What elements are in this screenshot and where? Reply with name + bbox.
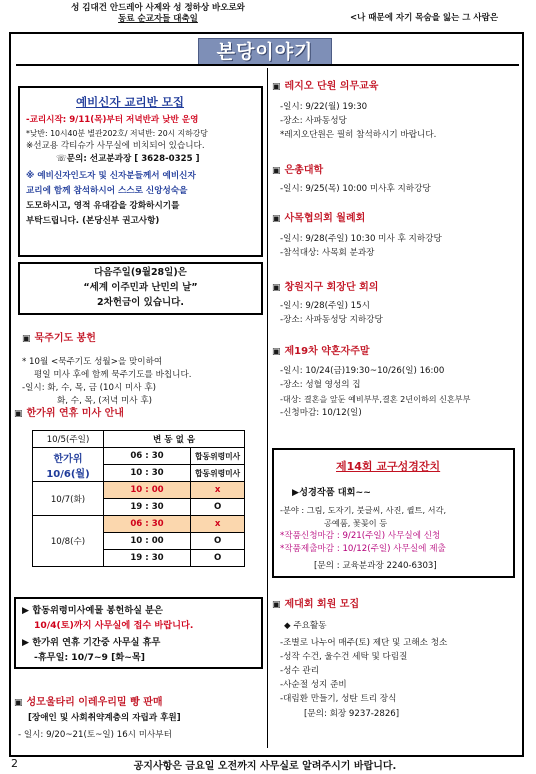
square-bullet-icon: ▣	[272, 166, 281, 176]
legio-line: -일시: 9/22(월) 19:30	[280, 102, 368, 112]
table-row	[33, 431, 245, 448]
table-cell: 변 동 없 음	[104, 431, 245, 448]
legio-heading: ▣ 레지오 단원 의무교육	[272, 81, 379, 92]
square-bullet-icon: ▣	[272, 283, 281, 293]
engaged-weekend-line: -장소: 성혈 영성의 집	[280, 380, 361, 390]
legio-line: *레지오단원은 필히 참석하시기 바랍니다.	[280, 130, 437, 140]
office-notice-line: 10/4(토)까지 사무실에 접수 바랍니다.	[34, 620, 194, 631]
table-cell: 06 : 30	[104, 448, 191, 465]
header-quote: <나 때문에 자기 목숨을 잃는 그 사람은	[350, 13, 499, 23]
second-collection-line: “세계 이주민과 난민의 날”	[83, 282, 198, 293]
bread-sale-line: - 일시: 9/20~21(토~일) 16시 미사부터	[18, 730, 172, 740]
altar-society-line: -성수 관리	[280, 666, 320, 676]
catechism-line: *낮반: 10시40분 별관202호/ 저녁반: 20시 지하강당	[26, 129, 208, 138]
square-bullet-icon: ▣	[272, 82, 281, 92]
page-title: 본당이야기	[198, 38, 332, 66]
rosary-line: 화, 수, 목, (저녁 미사 후)	[57, 396, 152, 406]
district-meeting-heading: ▣ 창원지구 회장단 회의	[272, 282, 379, 293]
table-cell: 10/5(주일)	[33, 431, 104, 448]
district-meeting-line: -일시: 9/28(주일) 15시	[280, 301, 370, 311]
footer-notice: 공지사항은 금요일 오전까지 사무실로 알려주시기 바랍니다.	[133, 761, 397, 772]
table-cell: O	[191, 533, 245, 550]
table-cell: 10 : 00	[104, 533, 191, 550]
catechism-line: ※ 예비신자인도자 및 신자분들께서 예비신자	[26, 171, 196, 181]
pastoral-council-line: -일시: 9/28(주일) 10:30 미사 후 지하강당	[280, 234, 442, 244]
rosary-line: 평일 미사 후에 함께 묵주기도를 바칩니다.	[34, 370, 192, 380]
catechism-line: -교리시작: 9/11(목)부터 저녁반과 낮반 운영	[26, 115, 199, 125]
chuseok-heading: ▣ 한가위 연휴 미사 안내	[14, 408, 124, 419]
office-notice-box	[14, 597, 263, 669]
second-collection-line: 2차헌금이 있습니다.	[97, 297, 184, 308]
office-notice-line: -휴무일: 10/7~9 [화~목]	[34, 652, 145, 663]
bible-festival-box	[272, 448, 515, 578]
rosary-line: -일시: 화, 수, 목, 금 (10시 미사 후)	[22, 383, 156, 393]
header-feast-line2: 동료 순교자들 대축일	[118, 14, 198, 24]
engaged-weekend-line: -대상: 결혼을 앞둔 예비부부,결혼 2년이하의 신혼부부	[280, 394, 471, 404]
altar-society-heading: ▣ 제대회 회원 모집	[272, 599, 360, 610]
square-bullet-icon: ▣	[272, 347, 281, 357]
bible-festival-sub: ▶성경작품 대회~~	[292, 487, 371, 498]
table-cell: x	[191, 516, 245, 533]
legio-line: -장소: 사파동성당	[280, 116, 347, 126]
table-cell: 10/8(수)	[33, 516, 104, 567]
district-meeting-line: -장소: 사파동성당 지하강당	[280, 315, 383, 325]
square-bullet-icon: ▣	[14, 409, 23, 419]
second-collection-box	[18, 262, 263, 315]
table-cell: O	[191, 499, 245, 516]
table-row	[33, 448, 245, 465]
grace-college-heading: ▣ 은총대학	[272, 165, 324, 176]
square-bullet-icon: ▣	[272, 214, 281, 224]
office-notice-line: ▶ 합동위령미사예물 봉헌하실 분은	[22, 605, 163, 616]
pastoral-council-heading: ▣ 사목협의회 월례회	[272, 213, 366, 224]
square-bullet-icon: ▣	[272, 600, 281, 610]
bread-sale-line: [장애인 및 사회취약계층의 자립과 후원]	[28, 713, 181, 723]
catechism-box	[18, 86, 263, 257]
altar-society-sub: ◆ 주요활동	[284, 621, 327, 631]
catechism-line: 도모하시고, 영적 유대감을 강화하시기를	[26, 201, 180, 211]
grace-college-line: -일시: 9/25(목) 10:00 미사후 지하강당	[280, 184, 431, 194]
table-cell: 10 : 30	[104, 465, 191, 482]
engaged-weekend-line: -일시: 10/24(금)19:30~10/26(일) 16:00	[280, 366, 445, 376]
square-bullet-icon: ▣	[22, 334, 31, 344]
header-feast-line1: 성 김대건 안드레아 사제와 성 정하상 바오로와	[71, 3, 245, 13]
bible-festival-line: 공예품, 꽃꽂이 등	[324, 518, 388, 528]
bible-festival-title: 제14회 교구성경잔치	[336, 460, 441, 473]
rosary-heading: ▣ 묵주기도 봉헌	[22, 333, 96, 344]
table-cell: 06 : 30	[104, 516, 191, 533]
table-cell: 한가위 10/6(월)	[33, 448, 104, 482]
table-cell: 합동위령미사	[191, 448, 245, 465]
altar-society-line: -조별로 나누어 매주(토) 제단 및 고해소 청소	[280, 638, 448, 648]
catechism-line: 교리에 함께 참석하시어 스스로 신앙성숙을	[26, 186, 188, 196]
table-cell: x	[191, 482, 245, 499]
chuseok-mass-table	[32, 430, 245, 567]
engaged-weekend-heading: ▣ 제19차 약혼자주말	[272, 346, 370, 357]
bible-festival-line: *작품제출마감 : 10/12(주일) 사무실에 제출	[280, 544, 446, 554]
table-cell: 10 : 00	[104, 482, 191, 499]
bible-festival-contact: [문의 : 교육분과장 2240-6303]	[314, 561, 437, 571]
table-cell: 합동위령미사	[191, 465, 245, 482]
square-bullet-icon: ▣	[14, 698, 23, 708]
table-row	[33, 482, 245, 499]
page-number: 2	[11, 757, 18, 770]
table-cell: 19 : 30	[104, 550, 191, 567]
rosary-line: * 10월 <묵주기도 성월>을 맞이하여	[22, 357, 163, 367]
catechism-line: 부탁드립니다. (본당신부 권고사항)	[26, 216, 160, 226]
catechism-line: ※선교용 각티슈가 사무실에 비치되어 있습니다.	[26, 141, 205, 151]
second-collection-line: 다음주일(9월28일)은	[94, 267, 187, 278]
altar-society-line: -대림환 만들기, 성탄 트리 장식	[280, 694, 397, 704]
bread-sale-heading: ▣ 성모울타리 이레우리밀 빵 판매	[14, 697, 163, 708]
table-cell: 19 : 30	[104, 499, 191, 516]
bible-festival-line: -분야 : 그림, 도자기, 붓글씨, 사진, 퀼트, 서각,	[280, 505, 447, 515]
table-cell: O	[191, 550, 245, 567]
catechism-contact: ☏문의: 선교분과장 [ 3628-0325 ]	[56, 154, 200, 164]
pastoral-council-line: -참석대상: 사목회 분과장	[280, 248, 375, 258]
table-cell: 10/7(화)	[33, 482, 104, 516]
catechism-title: 예비신자 교리반 모집	[76, 95, 184, 109]
engaged-weekend-line: -신청마감: 10/12(일)	[280, 408, 362, 418]
column-divider	[267, 68, 268, 748]
altar-society-line: -사순절 성지 준비	[280, 680, 347, 690]
bible-festival-line: *작품신청마감 : 9/21(주일) 사무실에 신청	[280, 531, 441, 541]
office-notice-line: ▶ 한가위 연휴 기간중 사무실 휴무	[22, 637, 161, 648]
table-row	[33, 516, 245, 533]
title-divider	[16, 64, 519, 66]
altar-society-line: -성작 수건, 울수건 세탁 및 다림질	[280, 652, 408, 662]
altar-society-contact: [문의: 회장 9237-2826]	[304, 709, 400, 719]
header-feast	[38, 3, 278, 25]
